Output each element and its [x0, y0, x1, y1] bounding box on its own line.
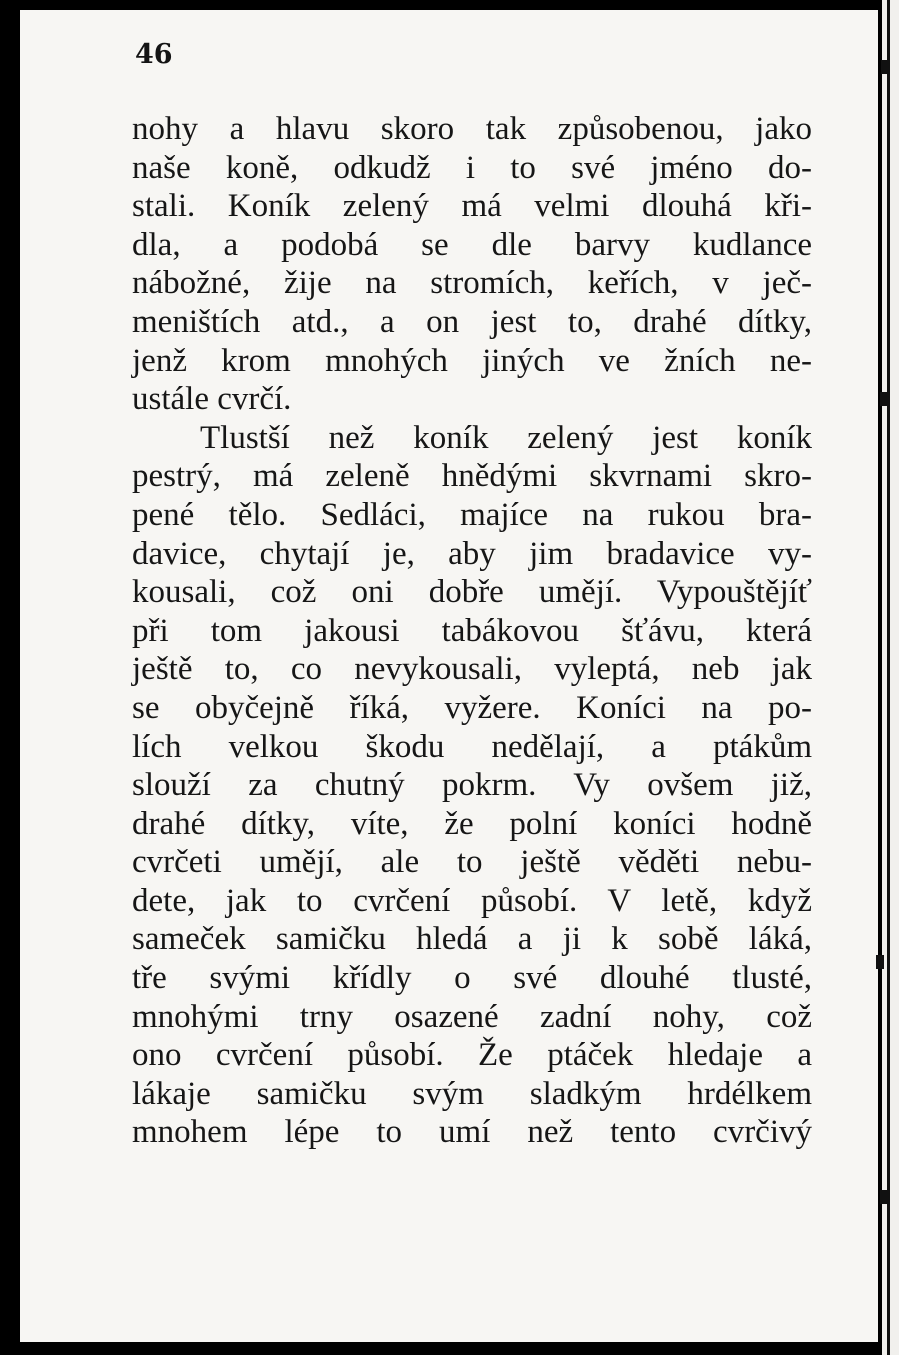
text-line: naše koně, odkudž i to své jméno do- — [132, 149, 812, 186]
text-line: ustále cvrčí. — [132, 381, 292, 418]
text-line: pené tělo. Sedláci, majíce na rukou bra- — [132, 496, 812, 533]
text-line: dla, a podobá se dle barvy kudlance — [132, 226, 812, 263]
text-line: nohy a hlavu skoro tak způsobenou, jako — [132, 111, 812, 147]
text-line: tře svými křídly o své dlouhé tlusté, — [132, 960, 812, 997]
gutter-mark — [880, 1190, 888, 1204]
text-line: kousali, což oni dobře umějí. Vypouštějíť — [132, 574, 812, 611]
gutter-mark — [876, 955, 884, 969]
page-number: 46 — [135, 39, 173, 70]
gutter-edge — [887, 0, 890, 1355]
text-line: mnohými trny osazené zadní nohy, což — [132, 998, 812, 1035]
text-line: ono cvrčení působí. Že ptáček hledaje a — [132, 1037, 812, 1074]
text-line: lákaje samičku svým sladkým hrdélkem — [132, 1075, 812, 1112]
text-line: se obyčejně říká, vyžere. Koníci na po- — [132, 689, 812, 726]
text-line: při tom jakousi tabákovou šťávu, která — [132, 612, 812, 649]
text-line: slouží za chutný pokrm. Vy ovšem již, — [132, 767, 812, 804]
page-gutter — [882, 0, 899, 1355]
text-line: davice, chytají je, aby jim bradavice vy- — [132, 535, 812, 572]
text-line: drahé dítky, víte, že polní koníci hodně — [132, 805, 812, 842]
text-line: ještě to, co nevykousali, vyleptá, neb jak — [132, 651, 812, 688]
text-line: Tlustší než koník zelený jest koník — [200, 419, 812, 456]
text-line: jenž krom mnohých jiných ve žních ne- — [132, 342, 812, 379]
text-line: cvrčeti umějí, ale to ještě věděti nebu- — [132, 844, 812, 881]
text-line: stali. Koník zelený má velmi dlouhá kři- — [132, 188, 812, 225]
text-line: nábožné, žije na stromích, keřích, v ječ- — [132, 265, 812, 302]
gutter-mark — [881, 60, 889, 74]
text-line: lích velkou škodu nedělají, a ptákům — [132, 728, 812, 765]
body-text — [132, 110, 812, 1152]
gutter-mark — [880, 392, 888, 406]
text-line: dete, jak to cvrčení působí. V letě, když — [132, 882, 812, 919]
text-line: meništích atd., a on jest to, drahé dítky, — [132, 303, 812, 340]
text-line: mnohem lépe to umí než tento cvrčivý — [132, 1114, 812, 1151]
text-line: sameček samičku hledá a ji k sobě láká, — [132, 921, 812, 958]
text-line: pestrý, má zeleně hnědými skvrnami skro- — [132, 458, 812, 495]
